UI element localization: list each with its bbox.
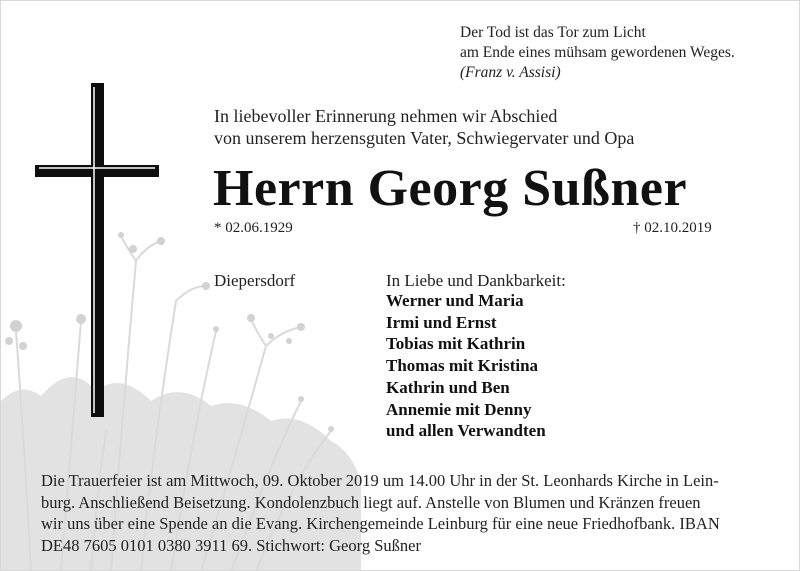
quote-block [460, 23, 735, 83]
mourner-item: und allen Verwandten [386, 421, 546, 441]
deceased-name: Herrn Georg Sußner [213, 160, 688, 217]
mourner-item: Kathrin und Ben [386, 377, 510, 397]
death-date: † 02.10.2019 [633, 220, 712, 236]
notice-line: burg. Anschließend Beisetzung. Kondolenzbuch liegt auf. Anstelle von Blumen und Kränzen freuen [41, 492, 701, 512]
mourner-item: Werner und Maria [386, 291, 524, 310]
quote-line-1: Der Tod ist das Tor zum Licht [460, 24, 646, 41]
notice-line: wir uns über eine Spende an die Evang. Kirchengemeinde Leinburg für eine neue Friedhofbank. IBAN [41, 514, 720, 533]
mourner-item: Tobias mit Kathrin [386, 334, 526, 354]
mourners-heading: In Liebe und Dankbarkeit: [386, 271, 566, 290]
intro-text [214, 105, 634, 149]
birth-date: * 02.06.1929 [214, 220, 293, 236]
funeral-notice [41, 470, 765, 556]
latin-cross-icon [35, 83, 159, 417]
mourner-item: Thomas mit Kristina [386, 356, 539, 376]
notice-line: Die Trauerfeier ist am Mittwoch, 09. Oktober 2019 um 14.00 Uhr in der St. Leonhards Kirche in Lein- [41, 471, 719, 490]
mourner-item: Annemie mit Denny [386, 399, 532, 419]
place-name: Diepersdorf [214, 271, 296, 290]
mourners-list [386, 290, 546, 442]
quote-line-2: am Ende eines mühsam gewordenen Weges. [460, 44, 735, 61]
mourner-item: Irmi und Ernst [386, 312, 497, 332]
intro-line-2: von unserem herzensguten Vater, Schwiegervater und Opa [214, 128, 635, 148]
intro-line-1: In liebevoller Erinnerung nehmen wir Abschied [214, 106, 558, 126]
notice-line: DE48 7605 0101 0380 3911 69. Stichwort: Georg Sußner [41, 535, 421, 555]
quote-source: (Franz v. Assisi) [460, 64, 561, 81]
